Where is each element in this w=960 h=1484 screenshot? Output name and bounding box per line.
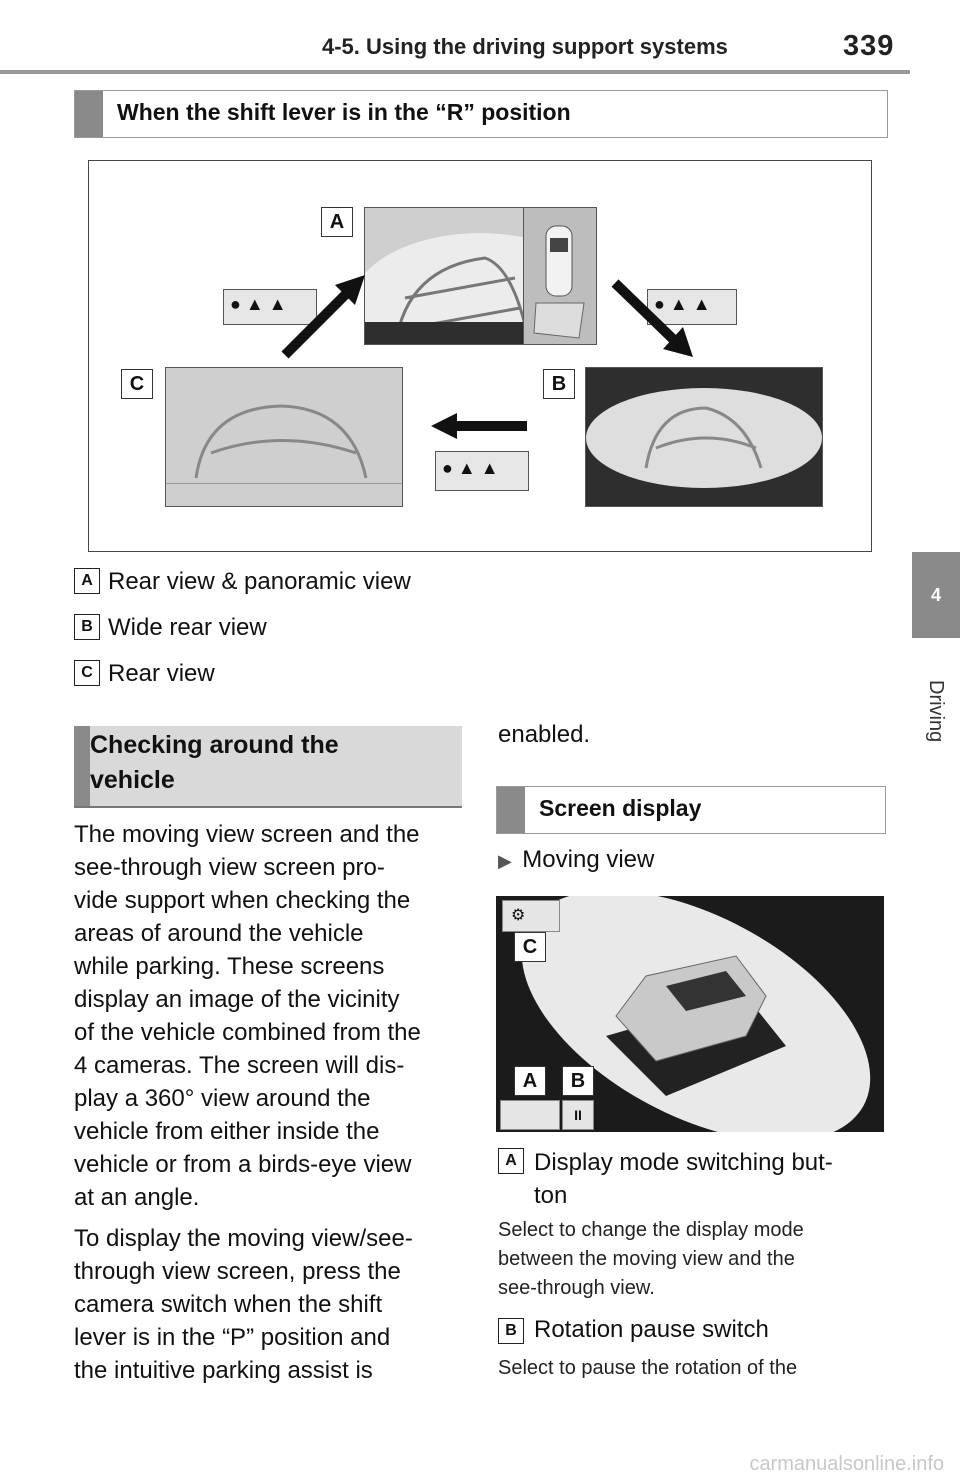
figure-tag-a: A bbox=[321, 207, 353, 237]
item-key-a: A bbox=[498, 1148, 524, 1174]
arrow-a-to-b bbox=[609, 279, 699, 359]
wide-rear-view-screen bbox=[585, 367, 823, 507]
car-top-icon bbox=[524, 208, 596, 344]
chapter-tab-label: Driving bbox=[925, 680, 947, 743]
legend-key-b: B bbox=[74, 614, 100, 640]
settings-car-icon[interactable]: ⚙ bbox=[502, 900, 560, 932]
continuation-text: enabled. bbox=[498, 721, 591, 748]
legend-text-a: Rear view & panoramic view bbox=[108, 568, 411, 595]
section-heading-screen-display bbox=[496, 786, 886, 834]
item-a-description: Select to change the display mode between the moving view and the see-through view. bbox=[498, 1219, 804, 1299]
wide-rear-guide-lines bbox=[586, 368, 822, 506]
bullet-text: Moving view bbox=[522, 846, 655, 873]
item-b-title: Rotation pause switch bbox=[534, 1316, 769, 1343]
section-title: 4-5. Using the driving support systems bbox=[322, 34, 728, 59]
instruction-paragraph: To display the moving view/see- through view screen, press the camera switch when the shift lever is in the “P” position and the intuitive parking assist is bbox=[74, 1225, 413, 1384]
heading-bar bbox=[74, 726, 90, 806]
figure-tag-c: C bbox=[121, 369, 153, 399]
heading-bar bbox=[75, 91, 103, 137]
sensor-icons-c: ● ▲ ▲ bbox=[435, 451, 529, 491]
item-key-b: B bbox=[498, 1318, 524, 1344]
bullet-moving-view: ▶ Moving view bbox=[498, 846, 655, 873]
page-number: 339 bbox=[843, 30, 895, 62]
legend-text-c: Rear view bbox=[108, 660, 215, 687]
chapter-tab-number: 4 bbox=[912, 552, 960, 638]
sensor-icons-a: ● ▲ ▲ bbox=[223, 289, 317, 325]
moving-fig-tag-b: B bbox=[562, 1066, 594, 1096]
legend-key-a: A bbox=[74, 568, 100, 594]
rotation-pause-button[interactable] bbox=[562, 1100, 594, 1130]
panoramic-top-view bbox=[523, 207, 597, 345]
intro-paragraph: The moving view screen and the see-through view screen pro- vide support when checking the areas of around the vehicle while parking. These screens display an image of the vicinity of the vehicle combined from the 4 cameras. The screen will dis- play a 360° view around the vehicle from either inside the vehicle or from a birds-eye view at an angle. bbox=[74, 821, 421, 1211]
moving-view-figure bbox=[496, 896, 884, 1132]
display-mode-switch-button[interactable] bbox=[500, 1100, 560, 1130]
header-rule bbox=[0, 70, 910, 74]
figure-tag-b: B bbox=[543, 369, 575, 399]
watermark: carmanualsonline.info bbox=[749, 1453, 944, 1475]
sensor-icons-b: ● ▲ ▲ bbox=[647, 289, 737, 325]
section-heading-checking bbox=[74, 726, 462, 808]
legend-key-c: C bbox=[74, 660, 100, 686]
arrow-b-to-c bbox=[429, 411, 529, 441]
heading-text: When the shift lever is in the “R” position bbox=[117, 99, 571, 125]
pause-icon: II bbox=[574, 1107, 582, 1123]
item-a-title: Display mode switching but- ton bbox=[534, 1149, 833, 1209]
camera-views-figure bbox=[88, 160, 872, 552]
heading-line1: Checking around the bbox=[90, 731, 339, 759]
arrow-c-to-a bbox=[279, 271, 369, 361]
heading-line2: vehicle bbox=[90, 766, 175, 794]
item-b-description: Select to pause the rotation of the bbox=[498, 1357, 798, 1379]
moving-fig-tag-c: C bbox=[514, 932, 546, 962]
legend-text-b: Wide rear view bbox=[108, 614, 267, 641]
heading-text: Screen display bbox=[539, 795, 702, 821]
heading-bar bbox=[497, 787, 525, 833]
section-heading-r-position bbox=[74, 90, 888, 138]
rear-view-screen bbox=[165, 367, 403, 507]
moving-fig-tag-a: A bbox=[514, 1066, 546, 1096]
